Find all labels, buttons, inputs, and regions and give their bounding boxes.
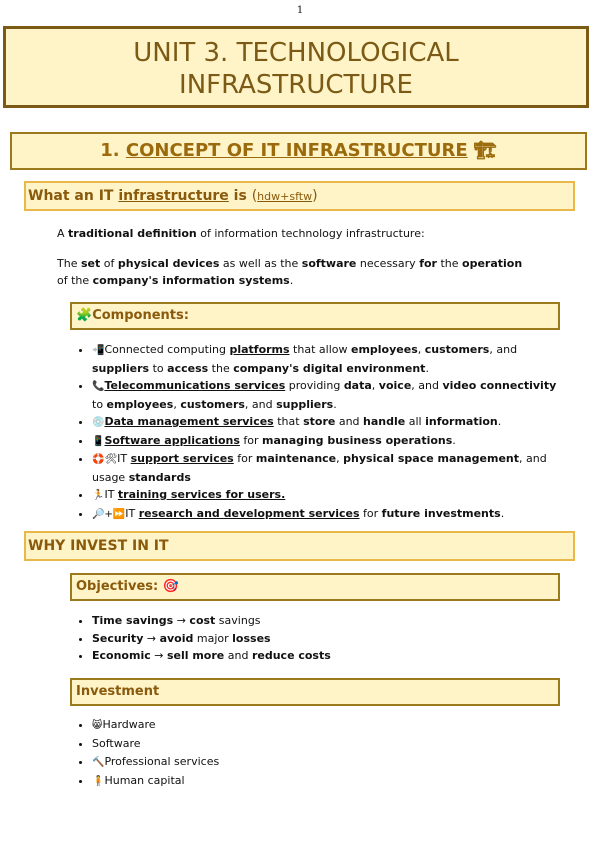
text: . bbox=[333, 397, 337, 411]
text-bold: information bbox=[425, 415, 498, 428]
text: , bbox=[336, 452, 344, 465]
why-heading: WHY INVEST IN IT bbox=[28, 538, 169, 554]
why-heading-box bbox=[24, 531, 575, 561]
text-bold: access bbox=[167, 361, 209, 375]
text: Hardware bbox=[102, 718, 156, 731]
runner-icon: 🏃 bbox=[92, 490, 105, 501]
infrastructure-link[interactable]: infrastructure bbox=[118, 188, 229, 204]
list-item bbox=[92, 753, 562, 772]
text-bold: traditional definition bbox=[68, 227, 197, 240]
list-item bbox=[92, 341, 562, 377]
person-icon: 🧍 bbox=[92, 775, 105, 787]
text-bold: employees bbox=[106, 397, 174, 411]
text: A bbox=[57, 227, 69, 240]
section-title: CONCEPT OF IT INFRASTRUCTURE bbox=[125, 140, 468, 161]
text: the bbox=[436, 257, 463, 270]
investment-heading-box bbox=[70, 678, 560, 706]
mobile-icon: 📱 bbox=[92, 435, 105, 447]
arrow: → bbox=[173, 614, 190, 627]
puzzle-icon: 🧩 bbox=[76, 308, 93, 323]
text: for bbox=[233, 452, 256, 465]
text-bold: employees bbox=[350, 343, 418, 356]
unit-title: UNIT 3. TECHNOLOGICAL INFRASTRUCTURE bbox=[133, 38, 459, 100]
list-item bbox=[92, 505, 562, 524]
text: and bbox=[224, 649, 252, 662]
definition-text bbox=[57, 255, 527, 289]
text: IT bbox=[117, 452, 131, 465]
text-bold: suppliers bbox=[276, 397, 334, 411]
investment-list bbox=[72, 716, 562, 790]
text-bold: suppliers bbox=[92, 361, 150, 375]
text-bold: physical devices bbox=[117, 257, 220, 270]
text-link: Telecommunications services bbox=[104, 379, 286, 392]
text: , bbox=[417, 343, 425, 356]
text: of the bbox=[57, 274, 93, 287]
cat-icon: 😸 bbox=[92, 720, 103, 731]
text: . bbox=[500, 506, 505, 520]
unit-title-box bbox=[3, 26, 589, 108]
search-forward-icon: 🔎+⏩ bbox=[92, 508, 126, 520]
arrow: → bbox=[143, 631, 160, 645]
text-bold: customers bbox=[424, 343, 490, 356]
lifebuoy-tools-icon: 🛟🛠 bbox=[92, 454, 118, 465]
section-number: 1. bbox=[100, 140, 120, 161]
paren-open: ( bbox=[251, 188, 258, 204]
text: , and usage bbox=[92, 452, 547, 484]
text: as well as the bbox=[219, 257, 302, 270]
hammer-icon: 🔨 bbox=[92, 757, 105, 768]
components-heading-box bbox=[70, 302, 560, 330]
list-item bbox=[92, 716, 562, 735]
text-link: support services bbox=[130, 452, 234, 465]
text-bold: reduce costs bbox=[251, 649, 331, 662]
text-link: training services for users. bbox=[117, 488, 286, 501]
text-bold: maintenance bbox=[255, 452, 337, 465]
what-heading-post: is bbox=[228, 188, 252, 204]
text: for bbox=[359, 506, 382, 520]
section-title-box bbox=[10, 132, 587, 170]
investment-heading: Investment bbox=[76, 684, 160, 699]
text: Professional services bbox=[104, 755, 220, 768]
text: , and bbox=[244, 397, 277, 411]
text: , and bbox=[411, 379, 443, 392]
hdw-sftw-note: hdw+sftw bbox=[257, 190, 313, 203]
text: and bbox=[335, 415, 364, 428]
text-bold: company's digital environment bbox=[233, 361, 426, 375]
text: for bbox=[239, 433, 263, 447]
construction-icon: 🏗 bbox=[473, 140, 497, 161]
text-link: Software applications bbox=[104, 433, 240, 447]
objectives-heading-box bbox=[70, 573, 560, 601]
text: . bbox=[289, 274, 294, 287]
list-item bbox=[92, 735, 562, 754]
text-bold: company's information systems bbox=[92, 274, 290, 287]
text-bold: Economic bbox=[92, 649, 151, 662]
definition-intro bbox=[57, 225, 527, 242]
text: . bbox=[452, 433, 456, 447]
paren-close: ) bbox=[312, 188, 318, 204]
list-item bbox=[92, 432, 562, 451]
text: Connected computing bbox=[104, 343, 230, 356]
text: , and bbox=[489, 343, 518, 356]
text: major bbox=[193, 631, 233, 645]
text: Software bbox=[92, 736, 141, 750]
text-bold: set bbox=[80, 257, 101, 270]
list-item bbox=[92, 486, 562, 505]
what-heading-pre: What an IT bbox=[28, 188, 119, 204]
text: necessary bbox=[356, 257, 420, 270]
target-icon: 🎯 bbox=[162, 579, 179, 594]
text-bold: managing business operations bbox=[262, 433, 453, 447]
components-heading: Components: bbox=[92, 308, 189, 323]
text-bold: handle bbox=[363, 415, 406, 428]
text: , bbox=[173, 397, 181, 411]
components-list bbox=[72, 341, 562, 523]
text: the bbox=[208, 361, 234, 375]
text: . bbox=[425, 361, 429, 375]
text: The bbox=[57, 257, 81, 270]
text-bold: future investments bbox=[381, 506, 501, 520]
text: to bbox=[92, 397, 107, 411]
text: that allow bbox=[289, 343, 351, 356]
text-bold: Time savings bbox=[92, 614, 174, 627]
text: all bbox=[405, 415, 426, 428]
telephone-icon: 📞 bbox=[92, 381, 105, 392]
page-number: 1 bbox=[296, 5, 304, 16]
text-bold: sell more bbox=[166, 649, 225, 662]
objectives-heading: Objectives: bbox=[76, 579, 159, 594]
list-item bbox=[92, 630, 562, 648]
disc-icon: 💿 bbox=[92, 417, 105, 428]
text-bold: operation bbox=[462, 257, 523, 270]
text-bold: Security bbox=[92, 631, 144, 645]
what-heading-box bbox=[24, 181, 575, 211]
text: savings bbox=[215, 614, 261, 627]
text-bold: data bbox=[343, 379, 372, 392]
text: IT bbox=[125, 506, 139, 520]
text-link: Data management services bbox=[104, 415, 274, 428]
text-bold: software bbox=[301, 257, 357, 270]
text: providing bbox=[285, 379, 344, 392]
text-link: platforms bbox=[229, 343, 290, 356]
list-item bbox=[92, 647, 562, 665]
text: IT bbox=[104, 488, 118, 501]
list-item bbox=[92, 772, 562, 791]
text-bold: customers bbox=[180, 397, 245, 411]
text-bold: voice bbox=[378, 379, 412, 392]
list-item bbox=[92, 450, 562, 486]
text-bold: physical space management bbox=[343, 452, 520, 465]
text-bold: store bbox=[303, 415, 336, 428]
text-bold: standards bbox=[128, 470, 191, 484]
list-item bbox=[92, 612, 562, 630]
text-bold: losses bbox=[232, 631, 271, 645]
text: of bbox=[100, 257, 118, 270]
text: to bbox=[149, 361, 168, 375]
list-item bbox=[92, 413, 562, 432]
text: . bbox=[497, 415, 502, 428]
text-bold: for bbox=[419, 257, 437, 270]
list-item bbox=[92, 377, 562, 413]
text: , bbox=[371, 379, 379, 392]
text-bold: cost bbox=[189, 614, 216, 627]
text-bold: video connectivity bbox=[442, 379, 557, 392]
text-bold: avoid bbox=[159, 631, 194, 645]
text-link: research and development services bbox=[138, 506, 360, 520]
text: that bbox=[273, 415, 304, 428]
arrow: → bbox=[150, 649, 167, 662]
phone-arrow-icon: 📲 bbox=[92, 345, 105, 356]
text: Human capital bbox=[104, 773, 185, 787]
objectives-list bbox=[72, 612, 562, 665]
text: of information technology infrastructure: bbox=[196, 227, 425, 240]
